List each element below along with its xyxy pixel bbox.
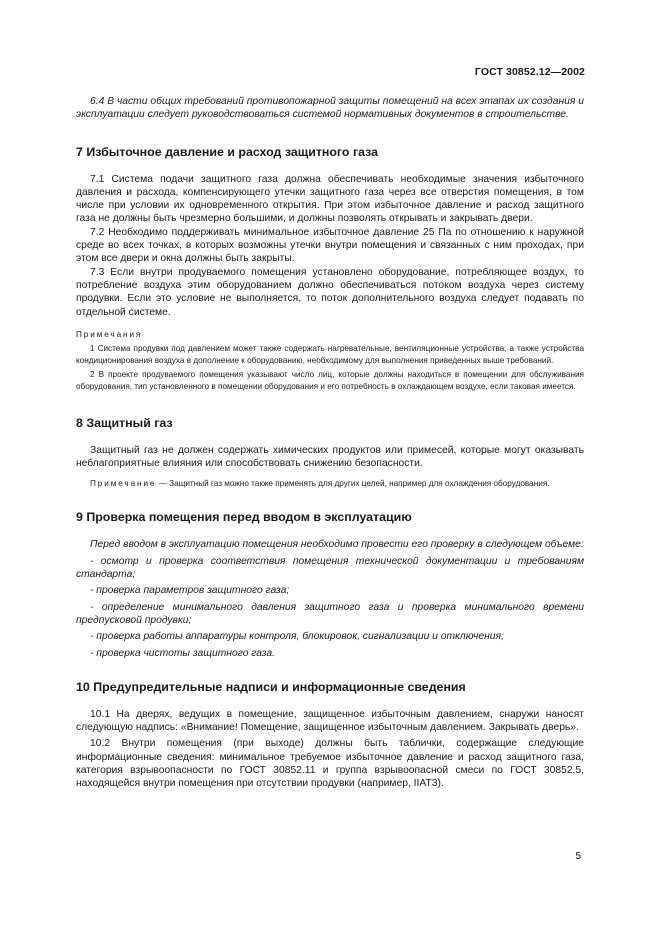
- paragraph-10-1: 10.1 На дверях, ведущих в помещение, защищенное избыточным давлением, снаружи наносят следующую надпись: «Внимание! Помещение, защищенное избыточным давлением. Закрывать дверь».: [76, 708, 584, 734]
- section-10-title: 10 Предупредительные надписи и информационные сведения: [76, 679, 466, 694]
- note-8: [76, 478, 584, 490]
- standard-code: ГОСТ 30852.12—2002: [474, 66, 585, 78]
- list-item: - проверка чистоты защитного газа.: [90, 647, 275, 659]
- paragraph-8-1: Защитный газ не должен содержать химических продуктов или примесей, которые могут оказывать неблагоприятные влияния или способствовать снижению безопасности.: [76, 444, 584, 470]
- section-9-title: 9 Проверка помещения перед вводом в эксплуатацию: [76, 510, 412, 525]
- note-8-text: — Защитный газ можно также применять для других целей, например для охлаждения оборудования.: [156, 479, 550, 489]
- note-7-1: 1 Система продувки под давлением может также содержать нагревательные, вентиляционные устройства, а также устройства кондиционирования воздуха в дополнение к оборудованию, необходимому для выполнения приведенных выше требований.: [76, 343, 584, 365]
- paragraph-7-1: 7.1 Система подачи защитного газа должна обеспечивать необходимые значения избыточного давления и расхода, компенсирующего утечки защитного газа через все отверстия помещения, в том числе при условии их одновременного открытия. При этом избыточное давление и расход защитного газа не должны быть чрезмерно большими, и должны позволять открывать и закрывать двери.: [76, 173, 584, 225]
- page-content: [76, 95, 584, 791]
- paragraph-7-2: 7.2 Необходимо поддерживать минимальное избыточное давление 25 Па по отношению к наружной среде во всех точках, в которых возможны утечки внутри помещения и связанных с ним проходах, при этом все двери и окна должны быть закрыты.: [76, 226, 584, 265]
- list-item: - определение минимального давления защитного газа и проверка минимального времени предпусковой продувки;: [76, 601, 584, 626]
- paragraph-7-3: 7.3 Если внутри продуваемого помещения установлено оборудование, потребляющее воздух, то потребление воздуха этим оборудованием должно обеспечиваться потоком воздуха через систему продувки. Если это условие не выполняется, то поток дополнительного воздуха следует подавать по отдельной системе.: [76, 266, 584, 318]
- list-item: - проверка работы аппаратуры контроля, блокировок, сигнализации и отключения;: [90, 631, 504, 643]
- note-7-2: 2 В проекте продуваемого помещения указывают число лиц, которые должны находиться в помещении для обслуживания оборудования, тип установленного в помещении оборудования и его потребность в охлаждающем воздухе, если таковая имеется.: [76, 369, 584, 391]
- paragraph-9-1: Перед вводом в эксплуатацию помещения необходимо провести его проверку в следующем объеме:: [90, 539, 584, 551]
- section-8-title: 8 Защитный газ: [76, 415, 173, 430]
- notes-label: Примечания: [76, 329, 143, 339]
- list-item: - проверка параметров защитного газа;: [90, 585, 290, 597]
- paragraph-6-4: 6.4 В части общих требований противопожарной защиты помещений на всех этапах их создания и эксплуатации следует руководствоваться системой нормативных документов в строительстве.: [76, 96, 584, 121]
- list-item: - осмотр и проверка соответствия помещения технической документации и требованиям стандарта;: [76, 555, 584, 581]
- page-number: 5: [575, 851, 581, 862]
- section-7-title: 7 Избыточное давление и расход защитного газа: [76, 144, 379, 159]
- note-8-label: Примечание: [90, 479, 157, 489]
- paragraph-10-2: 10.2 Внутри помещения (при выходе) должны быть таблички, содержащие следующие информационные сведения: минимальное требуемое избыточное давление и расход защитного газа, категория взрывоопасности по ГОСТ 30852.11 и группа взрывоопасной смеси по ГОСТ 30852.5, находящейся внутри помещения при отсутствии продувки (например, IIАТ3).: [76, 738, 584, 790]
